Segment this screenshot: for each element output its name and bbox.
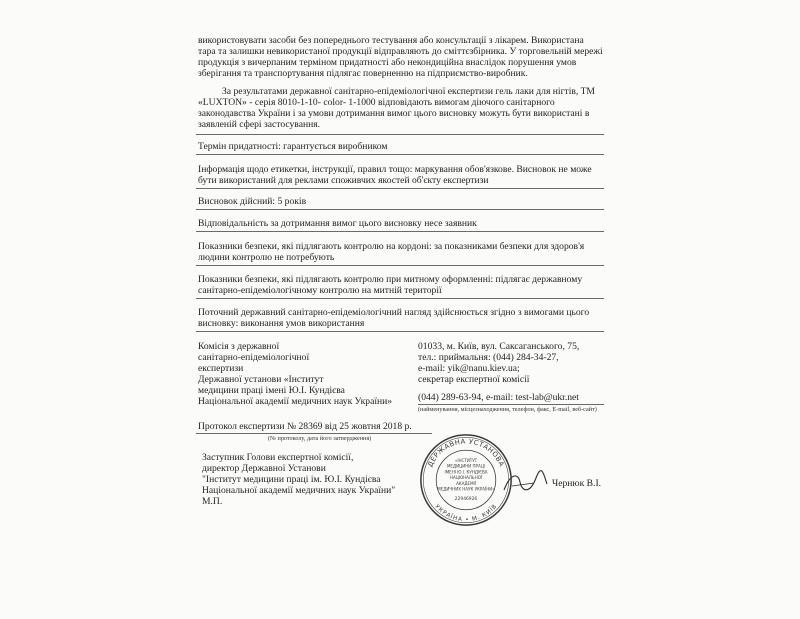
svg-text:УКРАЇНА • М. КИЇВ <box>434 504 499 524</box>
intro-line: продукція з вичерпаним терміном придатності або некондиційна внаслідок порушення умов <box>198 57 577 68</box>
commission-line: Комісія з державної <box>198 341 280 352</box>
phone-line: тел.: приймальня: (044) 284-34-27, <box>418 352 559 363</box>
field-validity: Висновок дійсний: 5 років <box>198 196 307 207</box>
conclusion-line: За результатами державної санітарно-епідеміологічної експертизи гель лаки для нігтів, ТМ <box>222 86 595 97</box>
stamp-inner-line: МЕДИЧНИХ НАУК УКРАЇНИ» <box>437 486 495 492</box>
conclusion-line: «LUXTON» - серія 8010-1-10- color- 1-1000 відповідають вимогам діючого санітарного <box>198 97 555 108</box>
field-labeling: бути використаний для реклами споживчих якостей об'єкту експертизи <box>198 175 489 186</box>
conclusion-line: заявленій сфері застосування. <box>198 119 321 130</box>
divider <box>196 188 604 189</box>
email-line: e-mail: yik@nanu.kiev.ua; <box>418 363 520 374</box>
field-customs-control: Показники безпеки, які підлягають контролю при митному оформленні: підлягає державному <box>198 274 583 285</box>
divider <box>196 231 604 232</box>
commission-line: Національної академії медичних наук України» <box>198 396 393 407</box>
field-shelf-life: Термін придатності: гарантується виробником <box>198 141 388 152</box>
commission-line: Державної установи «Інститут <box>198 374 324 385</box>
official-stamp <box>418 432 514 528</box>
protocol-caption: (№ протоколу, дата його затвердження) <box>268 435 372 442</box>
secretary-line: секретар експертної комісії <box>418 374 530 385</box>
stamp-code: 22946926 <box>454 497 478 503</box>
field-border-control: Показники безпеки, які підлягають контролю на кордоні: за показниками безпеки для здоров'я <box>198 241 585 252</box>
stamp-bottom-text: УКРАЇНА • М. КИЇВ <box>433 503 499 524</box>
signature-line: "Інститут медицини праці ім. Ю.І. Кундієва <box>202 474 381 485</box>
protocol-line: Протокол експертизи № 28369 від 25 жовтня 2018 р. <box>198 421 412 432</box>
stamp-top-text: ДЕРЖАВНА УСТАНОВА <box>426 437 506 469</box>
intro-line: використовувати засоби без попереднього тестування або консультації з лікарем. Використана <box>198 35 584 46</box>
mp-label: М.П. <box>202 496 223 507</box>
commission-line: санітарно-епідеміологічної <box>198 352 310 363</box>
divider <box>418 404 604 405</box>
divider <box>196 265 604 266</box>
secretary-contact: (044) 289-63-94, e-mail: test-lab@ukr.net <box>418 392 579 403</box>
commission-line: експертизи <box>198 363 244 374</box>
contact-caption: (найменування, місцезнаходження, телефон, факс, E-mail, веб-сайт) <box>418 406 597 413</box>
intro-line: тара та залишки невикористаної продукції відправляють до сміттєзбірника. У торговельній мережі <box>198 46 603 57</box>
field-customs-control: санітарно-епідеміологічному контролю на митній території <box>198 285 442 296</box>
field-supervision: висновку: виконання умов використання <box>198 318 365 329</box>
field-responsibility: Відповідальність за дотримання вимог цього висновку несе заявник <box>198 218 477 229</box>
signature-line: директор Державної Установи <box>202 463 326 474</box>
stamp-inner-line: «ІНСТИТУТ <box>454 457 478 463</box>
conclusion-line: законодавства України і за умови дотримання вимог цього висновку можуть бути використані в <box>198 108 590 119</box>
address-line: 01033, м. Київ, вул. Саксаганського, 75, <box>418 341 580 352</box>
signature-line: Заступник Голови експертної комісії, <box>202 452 354 463</box>
stamp-inner-line: ІМЕНІ Ю.І. КУНДІЄВА <box>444 469 488 475</box>
signature-line: Національної академії медичних наук України" <box>202 485 396 496</box>
divider <box>196 433 432 434</box>
divider <box>196 134 604 135</box>
commission-line: медицини праці імені Ю.І. Кундієва <box>198 385 345 396</box>
signer-name: Чернюк В.І. <box>552 478 602 489</box>
divider <box>196 209 604 210</box>
field-labeling: Інформація щодо етикетки, інструкції, правил тощо: маркування обов'язкове. Висновок не може <box>198 164 592 175</box>
divider <box>196 154 604 155</box>
stamp-inner-line: МЕДИЦИНИ ПРАЦІ <box>446 463 486 469</box>
stamp-inner-line: АКАДЕМІЇ <box>456 480 476 486</box>
field-supervision: Поточний державний санітарно-епідеміологічний нагляд здійснюється згідно з вимогами цього <box>198 307 590 318</box>
stamp-inner-line: НАЦІОНАЛЬНОЇ <box>449 475 483 481</box>
divider <box>196 298 604 299</box>
field-border-control: людини контролю не потребують <box>198 252 335 263</box>
divider <box>196 331 604 332</box>
intro-line: зберігання та транспортування підлягає поверненню на підприємство-виробник. <box>198 68 528 79</box>
